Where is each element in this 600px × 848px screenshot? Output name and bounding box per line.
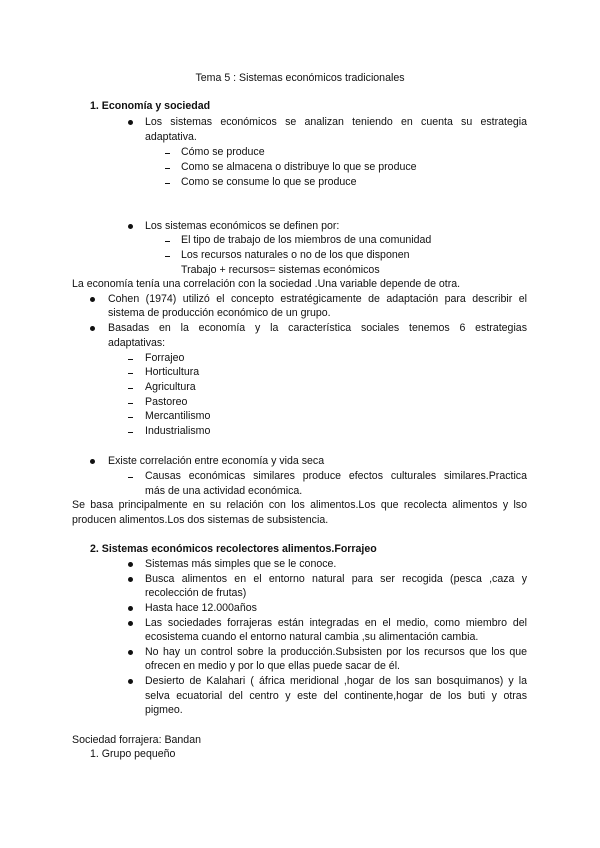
strategy-item: Forrajeo bbox=[145, 352, 185, 364]
bullet-dot bbox=[128, 120, 133, 125]
s1-bullet-4-line-2: adaptativas: bbox=[108, 337, 166, 349]
s1-b5-sub-line-2: más de una actividad económica. bbox=[145, 485, 303, 497]
section-2-heading: 2. Sistemas económicos recolectores alimentos.Forrajeo bbox=[90, 543, 377, 555]
s2-bullet-6-line-1: Desierto de Kalahari ( áfrica meridional ,hogar de los san bosquimanos) y la bbox=[145, 675, 527, 687]
strategy-item: Horticultura bbox=[145, 366, 200, 378]
s2-bullet-1: Sistemas más simples que se le conoce. bbox=[145, 558, 337, 570]
s2-bullet-4-line-1: Las sociedades forrajeras están integradas en el medio, como miembro del bbox=[145, 617, 527, 629]
s2-bullet-3: Hasta hace 12.000años bbox=[145, 602, 257, 614]
s1-bullet-1-line-2: adaptativa. bbox=[145, 131, 197, 143]
s1-sub-3: Como se consume lo que se produce bbox=[181, 176, 357, 188]
dash-marker bbox=[165, 168, 170, 169]
s1-bullet-5: Existe correlación entre economía y vida seca bbox=[108, 455, 325, 467]
s1-b2-sub-2: Los recursos naturales o no de los que disponen bbox=[181, 249, 410, 261]
s1-b2-sub-1: El tipo de trabajo de los miembros de una comunidad bbox=[181, 234, 432, 246]
dash-marker bbox=[165, 241, 170, 242]
bullet-dot bbox=[128, 650, 133, 655]
s1-bullet-2: Los sistemas económicos se definen por: bbox=[145, 220, 340, 232]
dash-marker bbox=[128, 403, 133, 404]
section-1-heading: 1. Economía y sociedad bbox=[90, 100, 211, 112]
strategy-item: Agricultura bbox=[145, 381, 196, 393]
bullet-dot bbox=[128, 224, 133, 229]
dash-marker bbox=[165, 256, 170, 257]
paragraph-2-line-1: Se basa principalmente en su relación con los alimentos.Los que recolecta alimentos y lso bbox=[72, 499, 527, 511]
dash-marker bbox=[128, 417, 133, 418]
s1-sub-2: Como se almacena o distribuye lo que se produce bbox=[181, 161, 417, 173]
strategy-item: Pastoreo bbox=[145, 396, 188, 408]
page-title: Tema 5 : Sistemas económicos tradicionales bbox=[195, 72, 405, 84]
footer-line: Sociedad forrajera: Bandan bbox=[72, 734, 201, 746]
bullet-dot bbox=[90, 297, 95, 302]
bullet-dot bbox=[128, 606, 133, 611]
s1-b2-extra: Trabajo + recursos= sistemas económicos bbox=[181, 264, 380, 276]
bullet-dot bbox=[90, 459, 95, 464]
strategy-item: Mercantilismo bbox=[145, 410, 211, 422]
s1-b5-sub-line-1: Causas económicas similares produce efectos culturales similares.Practica bbox=[145, 470, 527, 482]
bullet-dot bbox=[128, 621, 133, 626]
dash-marker bbox=[128, 432, 133, 433]
s2-bullet-2-line-1: Busca alimentos en el entorno natural para ser recogida (pesca ,caza y bbox=[145, 573, 527, 585]
s1-bullet-3-line-2: sistema de producción económico de un grupo. bbox=[108, 307, 331, 319]
bullet-dot bbox=[128, 679, 133, 684]
dash-marker bbox=[165, 183, 170, 184]
bullet-dot bbox=[128, 562, 133, 567]
s1-bullet-1-line-1: Los sistemas económicos se analizan teniendo en cuenta su estrategia bbox=[145, 116, 527, 128]
strategy-item: Industrialismo bbox=[145, 425, 211, 437]
s2-bullet-6-line-3: pigmeo. bbox=[145, 704, 183, 716]
s2-bullet-2-line-2: recolección de frutas) bbox=[145, 587, 247, 599]
s2-bullet-5-line-1: No hay un control sobre la producción.Subsisten por los recursos que los que bbox=[145, 646, 527, 658]
paragraph-1: La economía tenía una correlación con la sociedad .Una variable depende de otra. bbox=[72, 278, 461, 290]
dash-marker bbox=[128, 388, 133, 389]
s1-sub-1: Cómo se produce bbox=[181, 146, 265, 158]
paragraph-2-line-2: producen alimentos.Los dos sistemas de subsistencia. bbox=[72, 514, 329, 526]
dash-marker bbox=[165, 153, 170, 154]
s2-bullet-4-line-2: ecosistema cuando el entorno natural cambia ,su alimentación cambia. bbox=[145, 631, 479, 643]
dash-marker bbox=[128, 373, 133, 374]
s2-bullet-5-line-2: ofrecen en medio y por lo que ellas puede sacar de él. bbox=[145, 660, 401, 672]
s2-bullet-6-line-2: selva ecuatorial del centro y este del continente,hogar de los buti y otras bbox=[145, 690, 527, 702]
footer-numbered-item: 1. Grupo pequeño bbox=[90, 748, 176, 760]
s1-bullet-3-line-1: Cohen (1974) utilizó el concepto estratégicamente de adaptación para describir el bbox=[108, 293, 527, 305]
bullet-dot bbox=[128, 577, 133, 582]
dash-marker bbox=[128, 477, 133, 478]
bullet-dot bbox=[90, 326, 95, 331]
s1-bullet-4-line-1: Basadas en la economía y la característica sociales tenemos 6 estrategias bbox=[108, 322, 527, 334]
dash-marker bbox=[128, 359, 133, 360]
